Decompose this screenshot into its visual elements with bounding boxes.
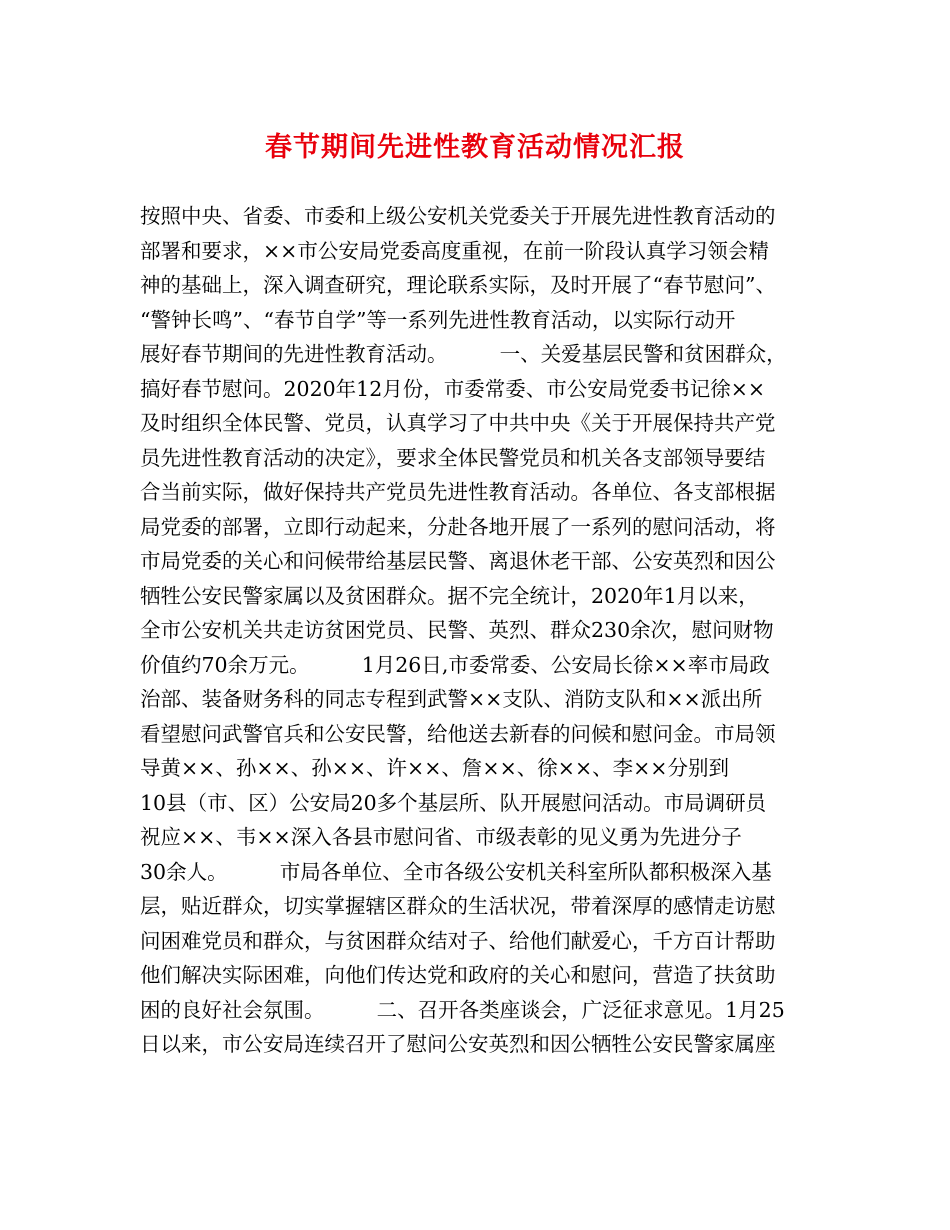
document-body xyxy=(140,199,830,1062)
body-line: 治部、装备财务科的同志专程到武警××支队、消防支队和××派出所 xyxy=(140,687,763,711)
body-line: 困的良好社会氛围。 二、召开各类座谈会，广泛征求意见。1月25 xyxy=(140,997,785,1022)
body-line: 局党委的部署，立即行动起来，分赴各地开展了一系列的慰问活动，将 xyxy=(140,514,776,539)
body-line: 员先进性教育活动的决定》，要求全体民警党员和机关各支部领导要结 xyxy=(140,445,766,470)
body-line: 日以来，市公安局连续召开了慰问公安英烈和因公牺牲公安民警家属座 xyxy=(140,1032,776,1056)
body-line: 祝应××、韦××深入各县市慰问省、市级表彰的见义勇为先进分子 xyxy=(140,825,742,849)
body-line: 10县（市、区）公安局20多个基层所、队开展慰问活动。市局调研员 xyxy=(140,790,767,815)
body-line: 他们解决实际困难，向他们传达党和政府的关心和慰问，营造了扶贫助 xyxy=(140,963,776,987)
body-line: 展好春节期间的先进性教育活动。 一、关爱基层民警和贫困群众， xyxy=(140,342,787,366)
body-line: 牺牲公安民警家属以及贫困群众。据不完全统计，2020年1月以来， xyxy=(140,583,759,608)
body-line: 部署和要求，××市公安局党委高度重视，在前一阶段认真学习领会精 xyxy=(140,238,769,263)
body-line: 神的基础上，深入调查研究，理论联系实际，及时开展了“春节慰问”、 xyxy=(140,273,776,297)
body-line: 导黄××、孙××、孙××、许××、詹××、徐××、李××分别到 xyxy=(140,756,729,780)
body-line: 30余人。 市局各单位、全市各级公安机关科室所队都积极深入基 xyxy=(140,859,772,884)
body-line: 问困难党员和群众，与贫困群众结对子、给他们献爱心，千方百计帮助 xyxy=(140,928,776,953)
body-line: 全市公安机关共走访贫困党员、民警、英烈、群众230余次，慰问财物 xyxy=(140,618,774,642)
body-line: 合当前实际，做好保持共产党员先进性教育活动。各单位、各支部根据 xyxy=(140,480,776,504)
body-line: 看望慰问武警官兵和公安民警，给他送去新春的问候和慰问金。市局领 xyxy=(140,721,776,746)
body-line: 市局党委的关心和问候带给基层民警、离退休老干部、公安英烈和因公 xyxy=(140,549,776,573)
body-line: 层，贴近群众，切实掌握辖区群众的生活状况，带着深厚的感情走访慰 xyxy=(140,894,776,918)
document-title: 春节期间先进性教育活动情况汇报 xyxy=(265,132,685,163)
body-line: “警钟长鸣”、“春节自学”等一系列先进性教育活动，以实际行动开 xyxy=(140,307,736,332)
body-line: 价值约70余万元。 1月26日,市委常委、公安局长徐××率市局政 xyxy=(140,652,770,677)
body-line: 及时组织全体民警、党员，认真学习了中共中央《关于开展保持共产党 xyxy=(140,411,776,435)
body-line: 搞好春节慰问。2020年12月份，市委常委、市公安局党委书记徐×× xyxy=(140,376,766,401)
body-line: 按照中央、省委、市委和上级公安机关党委关于开展先进性教育活动的 xyxy=(140,204,776,228)
